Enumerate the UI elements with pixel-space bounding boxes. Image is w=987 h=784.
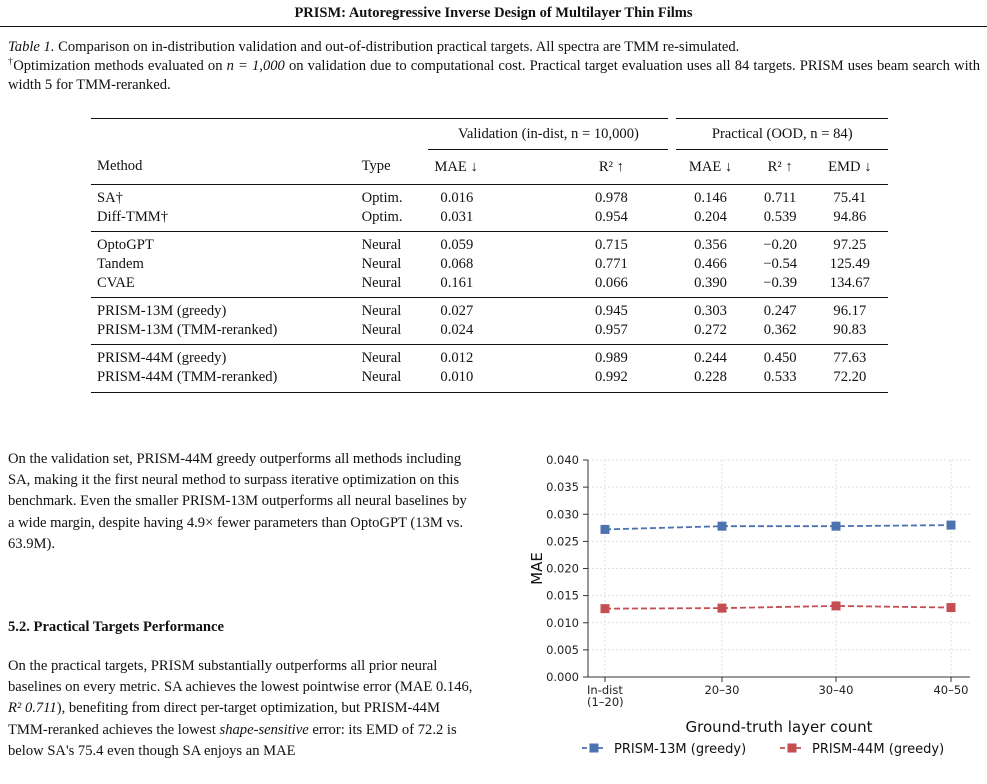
cell-method: SA† [97,190,123,206]
cell-p-r2: 0.533 [749,368,812,393]
y-tick-label: 0.015 [546,588,579,603]
cell-v-mae: 0.068 [440,256,474,272]
cell-method: CVAE [91,274,356,298]
cell-emd: 125.49 [829,256,870,272]
series-line-2 [605,606,951,609]
cell-method: Diff-TMM† [91,208,356,232]
y-tick-label: 0.040 [546,453,579,467]
col-header-emd: EMD ↓ [812,150,888,185]
table-caption [8,38,980,95]
cell-type: Optim. [361,190,403,206]
col-header-prac-mae: MAE ↓ [672,150,748,185]
cell-p-mae: 0.244 [694,350,727,366]
table-row [91,321,888,345]
cell-v-mae: 0.012 [440,350,474,366]
cell-v-r2: 0.066 [550,274,672,298]
caption-text-1: Comparison on in-distribution validation and out-of-distribution practical targets. All spectra are TMM re-simulated. [54,39,740,55]
y-tick-label: 0.000 [546,670,579,684]
cell-type: Neural [361,303,402,319]
cell-v-mae: 0.016 [440,190,474,206]
cell-emd: 75.41 [833,190,867,206]
cell-v-r2: 0.954 [550,208,672,232]
cell-method: PRISM-13M (TMM-reranked) [91,321,356,345]
caption-dagger: † [8,57,14,68]
col-header-val-mae: MAE ↓ [428,150,550,185]
data-point-marker [601,604,610,613]
y-axis-label: MAE [528,552,546,585]
x-axis-label: Ground-truth layer count [685,718,873,736]
cell-method: PRISM-13M (greedy) [97,303,227,319]
cell-p-mae: 0.466 [694,256,727,272]
data-point-marker [718,522,727,531]
cell-type: Neural [361,237,402,253]
x-tick-label: 40–50 [933,683,969,697]
para2-c: error: its EMD of 72.2 is below SA's 75.4 even though SA enjoys an MAE [8,721,457,759]
para2-r2: R² 0.711 [8,700,57,717]
cell-type: Neural [356,274,429,298]
table-row [91,232,888,256]
data-point-marker [947,521,956,530]
data-point-marker [832,601,841,610]
col-header-prac-r2: R² ↑ [749,150,812,185]
cell-v-r2: 0.771 [594,256,628,272]
table-row [91,368,888,393]
cell-v-mae: 0.161 [428,274,550,298]
data-point-marker [832,522,841,531]
cell-p-r2: 0.539 [749,208,812,232]
caption-label: Table 1. [8,39,55,55]
y-tick-label: 0.030 [546,507,579,522]
data-point-marker [601,525,610,534]
cell-v-r2: 0.957 [550,321,672,345]
table-row [91,255,888,274]
cell-type: Neural [356,368,429,393]
col-header-method: Method [91,150,356,185]
y-tick-label: 0.025 [546,534,579,549]
cell-v-mae: 0.059 [440,237,474,253]
cell-p-mae: 0.303 [694,303,727,319]
series-line-1 [605,525,951,529]
cell-v-mae: 0.027 [440,303,474,319]
caption-n-equation: n = 1,000 [226,58,285,74]
cell-type: Neural [361,350,402,366]
x-tick-label: 20–30 [704,683,740,697]
cell-p-mae: 0.228 [672,368,748,393]
cell-p-mae: 0.390 [672,274,748,298]
group-header-practical: Practical (OOD, n = 84) [672,119,888,150]
legend-marker-2 [788,744,797,753]
legend-label-2: PRISM-44M (greedy) [812,742,945,757]
table-row [91,345,888,369]
cell-p-mae: 0.272 [672,321,748,345]
cell-v-mae: 0.024 [428,321,550,345]
y-tick-label: 0.010 [546,615,579,630]
section-heading: 5.2. Practical Targets Performance [8,619,224,635]
caption-text-2: Optimization methods evaluated on [13,58,227,74]
cell-v-r2: 0.992 [550,368,672,393]
results-table [91,118,888,393]
cell-emd: 134.67 [812,274,888,298]
cell-p-r2: −0.39 [749,274,812,298]
cell-method: Tandem [97,256,144,272]
table-row [91,274,888,298]
cell-emd: 96.17 [833,303,867,319]
legend-label-1: PRISM-13M (greedy) [614,742,747,757]
table-row [91,298,888,322]
y-tick-label: 0.005 [546,642,579,657]
y-tick-label: 0.035 [546,480,579,495]
cell-p-r2: 0.450 [763,350,797,366]
cell-p-r2: −0.54 [763,256,798,272]
group-header-validation: Validation (in-dist, n = 10,000) [428,119,672,150]
cell-emd: 72.20 [812,368,888,393]
table-group-header-row [91,119,888,150]
para2-emphasis: shape-sensitive [219,721,309,738]
cell-emd: 97.25 [833,237,867,253]
x-tick-label: In-dist (1–20) [587,683,624,709]
table-row [91,208,888,232]
para2-b: ), benefiting from direct per-target optimization, but PRISM-44M TMM-reranked achieves the lowest [8,700,440,738]
cell-type: Neural [356,321,429,345]
cell-method: PRISM-44M (greedy) [97,350,227,366]
table-row [91,185,888,209]
cell-v-r2: 0.989 [594,350,628,366]
data-point-marker [947,603,956,612]
para2-a: On the practical targets, PRISM substantially outperforms all prior neural baselines on every metric. SA achieves the lowest pointwise error (MAE 0.146, [8,658,473,696]
cell-emd: 90.83 [812,321,888,345]
cell-v-r2: 0.978 [594,190,628,206]
cell-p-mae: 0.146 [694,190,727,206]
cell-v-r2: 0.715 [594,237,628,253]
cell-emd: 77.63 [833,350,867,366]
cell-v-mae: 0.031 [428,208,550,232]
table-column-header-row [91,150,888,185]
data-point-marker [718,604,727,613]
cell-p-mae: 0.356 [694,237,727,253]
col-header-val-r2: R² ↑ [550,150,672,185]
paragraph-practical [8,656,476,762]
cell-p-r2: 0.247 [763,303,797,319]
paper-title: PRISM: Autoregressive Inverse Design of Multilayer Thin Films [294,5,693,21]
cell-emd: 94.86 [812,208,888,232]
y-tick-label: 0.020 [546,561,579,576]
cell-v-r2: 0.945 [594,303,628,319]
cell-method: OptoGPT [97,237,154,253]
col-header-type: Type [356,150,429,185]
legend-marker-1 [590,744,599,753]
cell-p-r2: 0.711 [764,190,797,206]
cell-method: PRISM-44M (TMM-reranked) [91,368,356,393]
caption-text-3: on validation due to computational cost. Practical target evaluation uses all 84 targets. PRISM uses beam search with width 5 for TMM-reranked. [8,58,981,93]
x-tick-label: 30–40 [818,683,854,697]
cell-p-r2: 0.362 [749,321,812,345]
cell-v-mae: 0.010 [428,368,550,393]
cell-p-r2: −0.20 [763,237,798,253]
paragraph-validation: On the validation set, PRISM-44M greedy outperforms all methods including SA, making it the first neural method to surpass iterative optimization on this benchmark. Even the smaller PRISM-13M outperforms all neural baselines by a wide margin, despite having 4.9× fewer parameters than OptoGPT (13M vs. 63.9M). [8,451,467,552]
cell-type: Optim. [356,208,429,232]
mae-line-chart [500,446,980,766]
running-header [0,0,987,27]
cell-p-mae: 0.204 [672,208,748,232]
cell-type: Neural [361,256,402,272]
